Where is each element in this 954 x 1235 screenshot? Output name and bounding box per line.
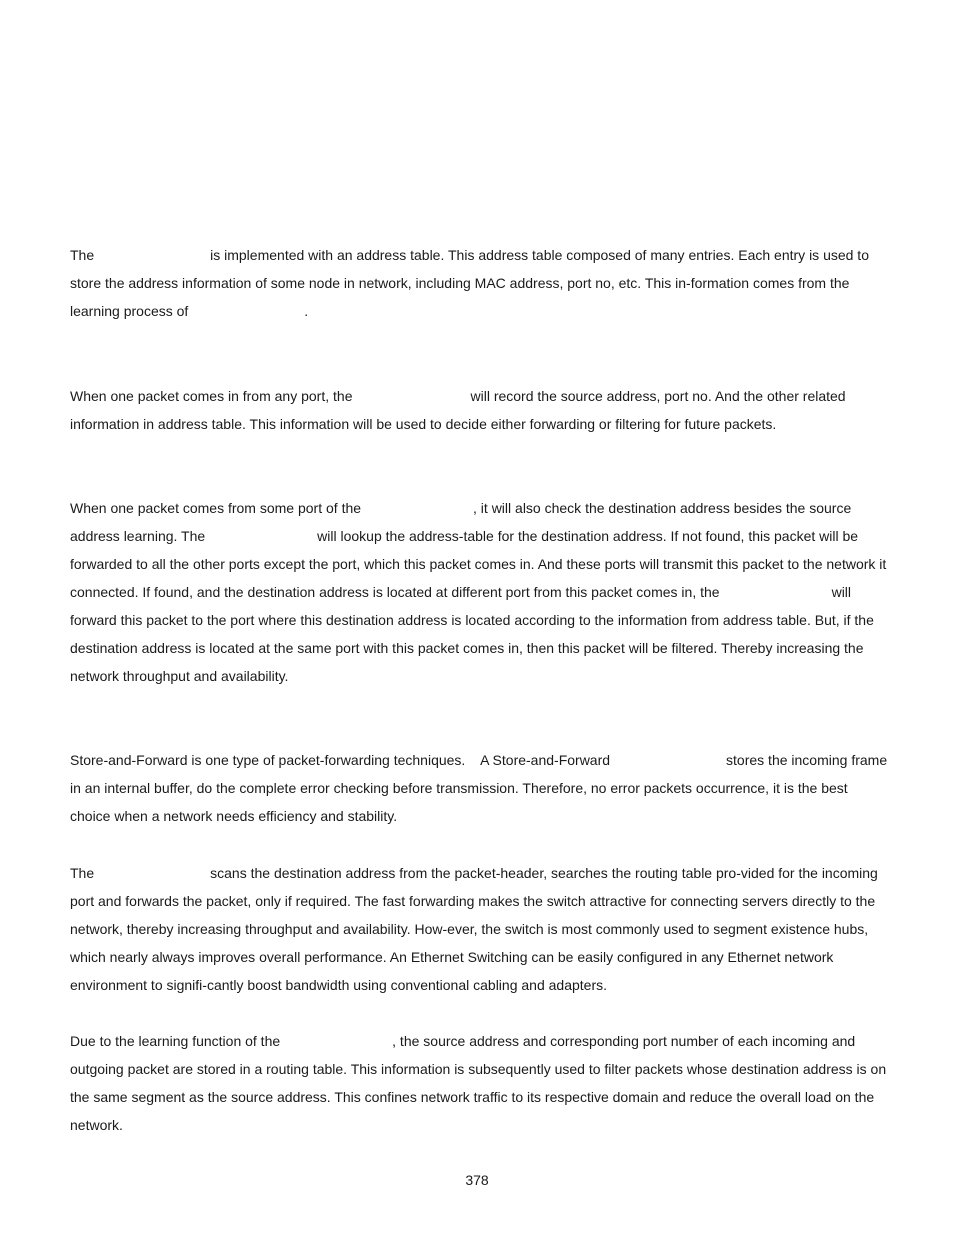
paragraph-address-table (70, 241, 888, 325)
text-segment: , it will also check the destination address besides the source address learning. The (70, 500, 852, 544)
text-segment: Due to the learning function of the (70, 1033, 281, 1049)
paragraph-source-learning (70, 382, 888, 438)
text-segment: . (304, 303, 309, 319)
paragraph-destination-lookup (70, 494, 888, 690)
text-segment: will forward this packet to the port where this destination address is located according to the information from address table. But, if the destination address is located at the same port with this packet comes in, then this packet will be filtered. Thereby increasing the network throughput and availability. (70, 584, 874, 684)
text-segment: scans the destination address from the packet-header, searches the routing table pro-vided for the incoming port and forwards the packet, only if required. The fast forwarding makes the switch attractive for connecting servers directly to the network, thereby increasing throughput and availability. How-ever, the switch is most commonly used to segment existence hubs, which nearly always improves overall performance. An Ethernet Switching can be easily configured in any Ethernet network environment to signifi-cantly boost bandwidth using conventional cabling and adapters. (70, 865, 878, 993)
text-segment: stores the incoming frame in an internal buffer, do the complete error checking before transmission. Therefore, no error packets occurrence, it is the best choice when a network needs efficiency and stability. (70, 752, 888, 824)
text-segment: When one packet comes in from any port, the (70, 388, 353, 404)
text-segment: The (70, 865, 95, 881)
text-segment: The (70, 247, 95, 263)
text-segment: will record the source address, port no. And the other related information in address table. This information will be used to decide either forwarding or filtering for future packets. (70, 388, 846, 432)
paragraph-fast-forwarding (70, 859, 888, 999)
text-segment: is implemented with an address table. This address table composed of many entries. Each entry is used to store the address information of some node in network, including MAC address, port no, etc. This in-formation comes from the learning process of (70, 247, 869, 319)
text-segment: When one packet comes from some port of the (70, 500, 362, 516)
paragraph-store-and-forward (70, 746, 888, 830)
page-number: 378 (465, 1172, 489, 1188)
text-segment: Store-and-Forward is one type of packet-forwarding techniques. A Store-and-Forward (70, 752, 611, 768)
paragraph-learning-function (70, 1027, 888, 1139)
text-segment: will lookup the address-table for the destination address. If not found, this packet will be forwarded to all the other ports except the port, which this packet comes in. And these ports will transmit this packet to the network it connected. If found, and the destination address is located at different port from this packet comes in, the (70, 528, 887, 600)
text-segment: , the source address and corresponding port number of each incoming and outgoing packet are stored in a routing table. This information is subsequently used to filter packets whose destination address is on the same segment as the source address. This confines network traffic to its respective domain and reduce the overall load on the network. (70, 1033, 887, 1133)
